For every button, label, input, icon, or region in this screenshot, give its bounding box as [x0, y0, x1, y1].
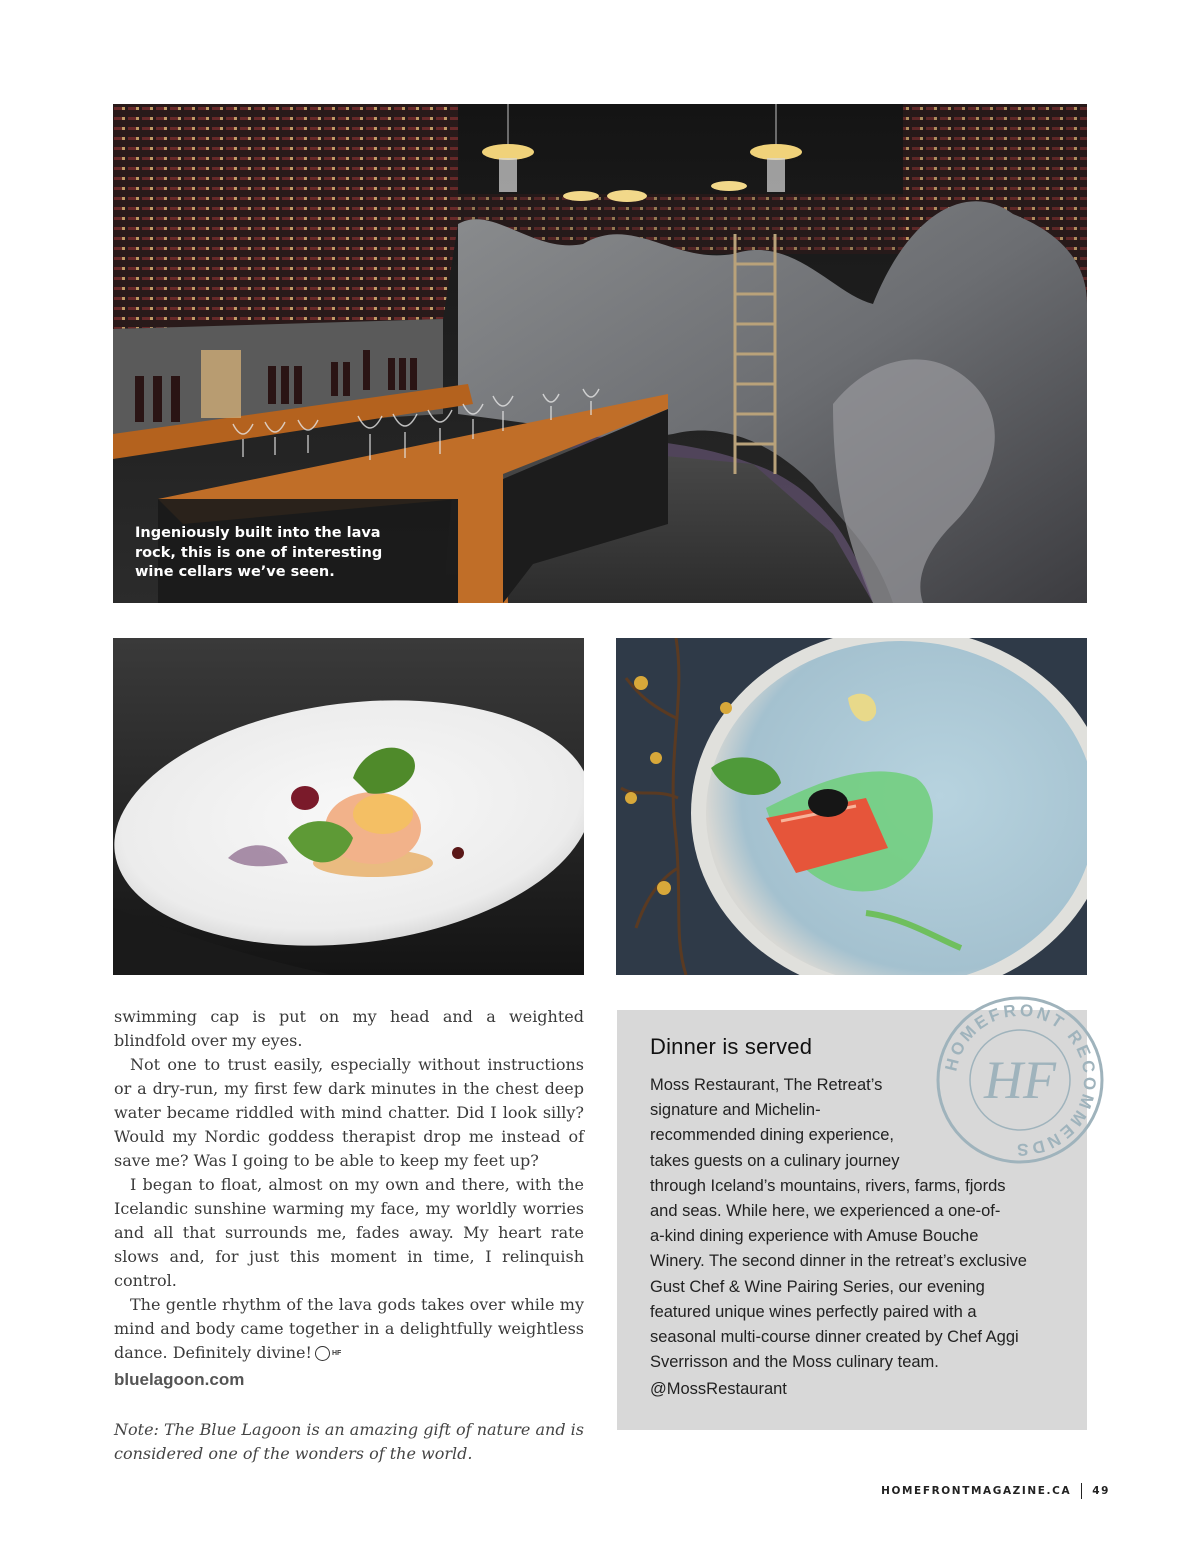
hero-caption [135, 524, 395, 583]
footer-site[interactable]: HOMEFRONTMAGAZINE.CA [881, 1485, 1072, 1497]
article-paragraph-final [114, 1293, 584, 1365]
hero-caption-line: wine cellars we’ve seen. [135, 564, 335, 580]
sidebar-line: recommended dining experience, [650, 1126, 894, 1145]
sidebar-line: takes guests on a culinary journey [650, 1151, 900, 1170]
sidebar-line: Gust Chef & Wine Pairing Series, our evening [650, 1277, 985, 1296]
article-paragraph: I began to float, almost on my own and there, with the Icelandic sunshine warming my face, my worldly worries and all that surrounds me, fades away. My heart rate slows and, for just this moment in time, I relinquish control. [114, 1175, 584, 1290]
page-number: 49 [1092, 1485, 1110, 1497]
sidebar-line: Sverrisson and the Moss culinary team. [650, 1353, 939, 1372]
page-footer [881, 1483, 1110, 1499]
sidebar-line: signature and Michelin- [650, 1101, 821, 1120]
sidebar-line: and seas. While here, we experienced a one-of- [650, 1202, 1001, 1221]
article-body [114, 1005, 584, 1466]
moss-restaurant-handle[interactable]: @MossRestaurant [650, 1380, 787, 1398]
sidebar-line: Moss Restaurant, The Retreat’s [650, 1076, 883, 1094]
sidebar-line: seasonal multi-course dinner created by Chef Aggi [650, 1328, 1019, 1347]
sidebar-line: featured unique wines perfectly paired with a [650, 1302, 977, 1321]
article-final-text: The gentle rhythm of the lava gods takes over while my mind and body came together in a delightfully weightless dance. Definitely divine! [114, 1295, 584, 1362]
hero-caption-line: rock, this is one of interesting [135, 544, 383, 561]
salmon-plate-photo [616, 638, 1087, 975]
wine-cellar-photo [113, 104, 1087, 603]
article-paragraph: Not one to trust easily, especially without instructions or a dry-run, my first few dark minutes in the chest deep water became riddled with mind chatter. Did I look silly? Would my Nordic goddess therapist drop me instead of save me? Was I going to be able to keep my feet up? [114, 1055, 584, 1170]
sidebar-title: Dinner is served [650, 1034, 813, 1059]
sidebar-line: through Iceland’s mountains, rivers, farms, fjords [650, 1176, 1006, 1195]
plate-illustration [113, 638, 584, 975]
sidebar-line: a-kind dining experience with Amuse Bouche [650, 1227, 979, 1246]
langoustine-plate-photo [113, 638, 584, 975]
hero-caption-line: Ingeniously built into the lava [135, 525, 381, 541]
article-paragraph: swimming cap is put on my head and a weighted blindfold over my eyes. [114, 1007, 584, 1050]
homefront-recommends-badge-icon [930, 990, 1110, 1170]
end-mark-icon: HF [315, 1346, 330, 1361]
sidebar-line: Winery. The second dinner in the retreat’s exclusive [650, 1252, 1027, 1271]
bluelagoon-link[interactable]: bluelagoon.com [114, 1370, 245, 1389]
article-note: Note: The Blue Lagoon is an amazing gift of nature and is considered one of the wonders of the world. [114, 1420, 584, 1463]
badge-monogram: HF [984, 1050, 1056, 1110]
footer-divider [1081, 1483, 1082, 1499]
plate-illustration [616, 638, 1087, 975]
badge-ring-text: HOMEFRONT RECOMMENDS [941, 1000, 1100, 1160]
